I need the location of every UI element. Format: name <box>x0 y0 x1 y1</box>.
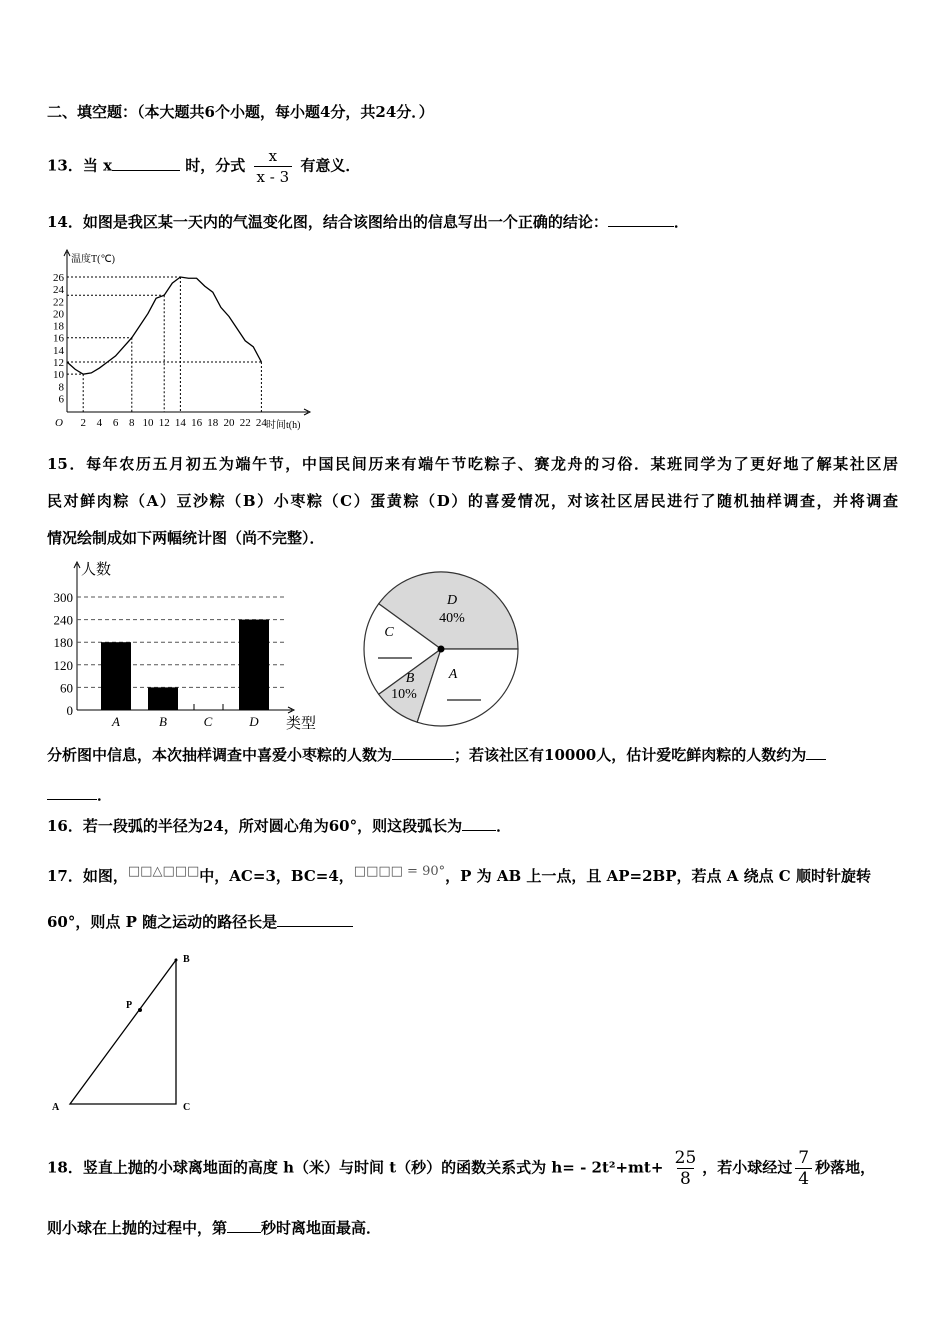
y-tick-label: 24 <box>53 284 64 297</box>
q15-line-2: 民对鲜肉粽（A）豆沙粽（B）小枣粽（C）蛋黄粽（D）的喜爱情况，对该社区居民进行了随机抽样调查，并将调查 <box>47 492 898 510</box>
triangle-figure <box>0 940 220 1120</box>
x-tick-label: 14 <box>174 417 186 429</box>
bar-D <box>239 620 269 710</box>
question-18-line-2 <box>47 1218 381 1238</box>
y-tick-label: 16 <box>53 332 64 345</box>
x-axis-label: 时间t(h) <box>266 420 301 431</box>
slice-label-C: C <box>384 625 394 640</box>
triangle-abc <box>70 960 176 1104</box>
y-tick-label: 20 <box>53 308 64 321</box>
q15-blank-2b[interactable] <box>47 785 97 800</box>
x-tick-label: B <box>159 714 167 729</box>
fraction-numerator: 7 <box>798 1148 810 1168</box>
q15-blank-2a[interactable] <box>806 745 826 760</box>
origin-label: O <box>55 417 63 429</box>
y-tick-label: 14 <box>53 344 64 357</box>
y-axis-label: 温度T(℃) <box>71 254 115 265</box>
label-c: C <box>183 1102 191 1113</box>
y-tick-label: 10 <box>53 369 64 382</box>
temperature-chart <box>0 0 340 440</box>
y-tick-label: 240 <box>53 612 73 628</box>
x-tick-label: 22 <box>239 417 251 429</box>
x-tick-label: 20 <box>223 417 235 429</box>
slice-label-D: D <box>446 593 458 608</box>
q17-missing-glyph-1: □□△□□□ <box>127 864 200 879</box>
q15-line-3: 情况绘制成如下两幅统计图（尚不完整）． <box>47 529 325 547</box>
y-tick-label: 120 <box>53 657 73 673</box>
q14-text: 14．如图是我区某一天内的气温变化图，结合该图给出的信息写出一个正确的结论： <box>47 213 608 231</box>
y-tick-label: 12 <box>53 357 64 369</box>
q17-line2: 60°，则点 P 随之运动的路径长是 <box>47 913 278 931</box>
point-b <box>175 959 178 962</box>
q17-missing-glyph-2: □□□□ = 90° <box>353 864 446 879</box>
q18-fraction-2 <box>795 1148 812 1189</box>
pie-center <box>438 646 445 653</box>
question-18 <box>47 1148 875 1189</box>
slice-label-B: B <box>405 671 415 686</box>
q15-analysis-b: ；若该社区有10000人，估计爱吃鲜肉粽的人数约为 <box>454 746 807 764</box>
question-17-line-2 <box>47 912 353 932</box>
q15-analysis-a: 分析图中信息，本次抽样调查中喜爱小枣粽的人数为 <box>47 746 393 764</box>
y-tick-label: 6 <box>58 393 64 406</box>
q16-end: ． <box>496 817 512 835</box>
q17-pre: 17．如图， <box>47 867 128 885</box>
x-tick-label: D <box>249 714 259 729</box>
q18-blank[interactable] <box>227 1218 261 1233</box>
y-tick-label: 26 <box>53 272 64 285</box>
pie-chart <box>340 550 540 740</box>
q18-pre: 18．竖直上抛的小球离地面的高度 h（米）与时间 t（秒）的函数关系式为 h= - 2t²+mt+ <box>47 1158 664 1177</box>
y-tick-label: 18 <box>53 320 64 333</box>
q15-analysis-cont <box>47 785 112 805</box>
question-16 <box>47 816 511 836</box>
bar-A <box>101 642 131 710</box>
q18-fraction-1 <box>672 1148 700 1189</box>
slice-percent-D: 40% <box>439 611 465 626</box>
q16-blank[interactable] <box>462 816 496 831</box>
fraction-numerator: x <box>268 147 278 165</box>
x-tick-label: 16 <box>191 417 203 429</box>
y-tick-label: 180 <box>53 635 73 651</box>
q14-end: ． <box>673 213 689 231</box>
y-tick-label: 0 <box>66 703 73 718</box>
fraction-denominator: 8 <box>677 1168 694 1189</box>
bar-B <box>148 687 178 710</box>
q13-post: 有意义． <box>300 156 361 175</box>
q15-blank-1[interactable] <box>392 745 454 760</box>
section-title: 二、填空题：（本大题共6个小题，每小题4分，共24分．） <box>47 103 434 121</box>
q18-post: 秒落地， <box>815 1158 876 1177</box>
fraction-numerator: 25 <box>674 1148 697 1168</box>
x-tick-label: 24 <box>255 417 267 429</box>
q18-line2-post: 秒时离地面最高． <box>261 1219 382 1237</box>
slice-percent-B: 10% <box>391 687 417 702</box>
y-tick-label: 8 <box>58 381 64 394</box>
bar-chart <box>0 550 340 740</box>
label-a: A <box>52 1102 60 1113</box>
q15-line-1: 15．每年农历五月初五为端午节，中国民间历来有端午节吃粽子、赛龙舟的习俗．某班同学为了更好地了解某社区居 <box>47 455 898 473</box>
y-tick-label: 22 <box>53 296 64 309</box>
x-tick-label: 18 <box>207 417 219 429</box>
x-axis-label: 类型 <box>286 716 317 732</box>
x-tick-label: 10 <box>142 417 154 429</box>
x-tick-label: C <box>203 714 213 729</box>
q18-mid: ，若小球经过 <box>702 1158 793 1177</box>
x-tick-label: A <box>112 714 120 729</box>
y-tick-label: 60 <box>60 680 73 696</box>
fraction-denominator: 4 <box>795 1168 812 1189</box>
q13-pre: 13．当 x <box>47 156 113 175</box>
q17-mid: 中，AC=3，BC=4， <box>199 867 354 885</box>
q17-blank[interactable] <box>277 912 353 927</box>
q14-blank[interactable] <box>608 212 674 227</box>
y-tick-label: 300 <box>53 590 73 605</box>
q17-post: ，P 为 AB 上一点，且 AP=2BP，若点 A 绕点 C 顺时针旋转 <box>445 867 871 885</box>
question-17 <box>47 862 871 886</box>
q15-analysis-end: ． <box>97 786 113 804</box>
x-tick-label: 6 <box>112 417 119 429</box>
q13-mid: 时，分式 <box>180 156 246 175</box>
slice-label-A: A <box>448 667 458 682</box>
x-tick-label: 12 <box>158 417 170 429</box>
x-tick-label: 8 <box>129 417 135 429</box>
x-tick-label: 4 <box>96 417 103 429</box>
label-p: P <box>126 1000 133 1011</box>
q18-line2-pre: 则小球在上抛的过程中，第 <box>47 1219 228 1237</box>
q16-text: 16．若一段弧的半径为24，所对圆心角为60°，则这段弧长为 <box>47 817 463 835</box>
x-tick-label: 2 <box>80 417 86 429</box>
fraction-denominator: x - 3 <box>254 166 293 187</box>
y-axis-label: 人数 <box>81 562 112 578</box>
label-b: B <box>183 954 190 965</box>
point-p <box>138 1008 142 1012</box>
q15-analysis <box>47 745 826 765</box>
